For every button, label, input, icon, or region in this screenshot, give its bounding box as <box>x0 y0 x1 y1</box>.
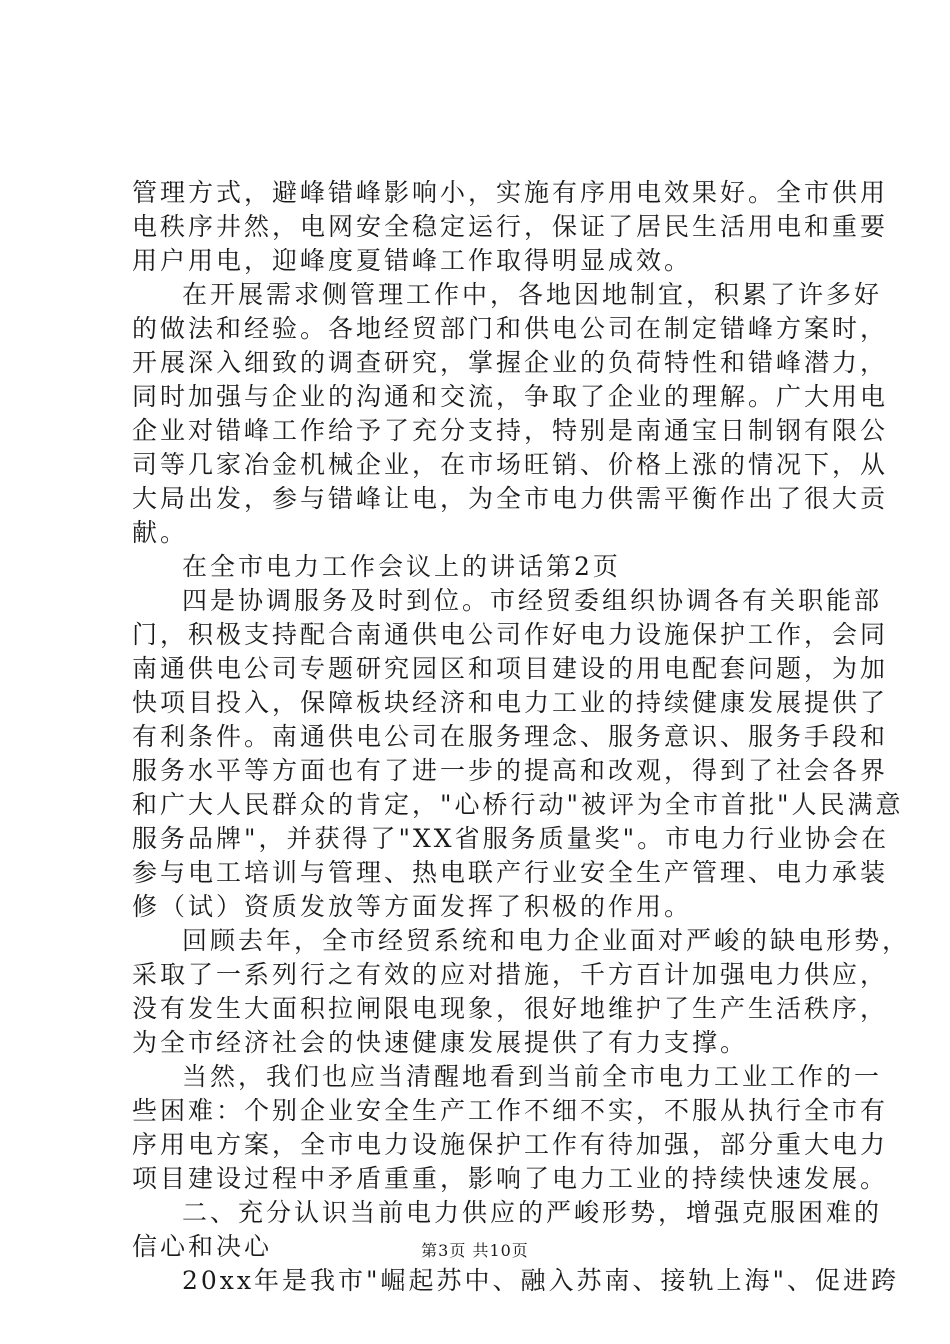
text-line: 司等几家冶金机械企业，在市场旺销、价格上涨的情况下，从 <box>132 450 889 479</box>
paragraph-first-line: 在开展需求侧管理工作中，各地因地制宜，积累了许多好 <box>182 280 883 309</box>
paragraph-first-line: 20xx年是我市"崛起苏中、融入苏南、接轨上海"、促进跨 <box>182 1266 900 1295</box>
text-line: 参与电工培训与管理、热电联产行业安全生产管理、电力承装 <box>132 858 889 887</box>
text-line: 为全市经济社会的快速健康发展提供了有力支撑。 <box>132 1028 749 1057</box>
paragraph-first-line: 四是协调服务及时到位。市经贸委组织协调各有关职能部 <box>182 586 883 615</box>
text-line: 管理方式，避峰错峰影响小，实施有序用电效果好。全市供用 <box>132 178 889 207</box>
text-line: 有利条件。南通供电公司在服务理念、服务意识、服务手段和 <box>132 722 889 751</box>
text-line: 服务品牌"，并获得了"XX省服务质量奖"。市电力行业协会在 <box>132 824 890 853</box>
text-line: 用户用电，迎峰度夏错峰工作取得明显成效。 <box>132 246 693 275</box>
section-page-marker: 在全市电力工作会议上的讲话第2页 <box>182 552 621 581</box>
text-line: 电秩序井然，电网安全稳定运行，保证了居民生活用电和重要 <box>132 212 889 241</box>
text-line: 序用电方案，全市电力设施保护工作有待加强，部分重大电力 <box>132 1130 889 1159</box>
paragraph-first-line: 回顾去年，全市经贸系统和电力企业面对严峻的缺电形势， <box>182 926 911 955</box>
text-line: 服务水平等方面也有了进一步的提高和改观，得到了社会各界 <box>132 756 889 785</box>
text-line: 些困难：个别企业安全生产工作不细不实，不服从执行全市有 <box>132 1096 889 1125</box>
text-line: 修（试）资质发放等方面发挥了积极的作用。 <box>132 892 693 921</box>
text-line: 没有发生大面积拉闸限电现象，很好地维护了生产生活秩序， <box>132 994 889 1023</box>
text-line: 大局出发，参与错峰让电，为全市电力供需平衡作出了很大贡 <box>132 484 889 513</box>
text-line: 项目建设过程中矛盾重重，影响了电力工业的持续快速发展。 <box>132 1164 889 1193</box>
section-heading: 二、充分认识当前电力供应的严峻形势，增强克服困难的 <box>182 1198 883 1227</box>
paragraph-first-line: 当然，我们也应当清醒地看到当前全市电力工业工作的一 <box>182 1062 883 1091</box>
text-line: 开展深入细致的调查研究，掌握企业的负荷特性和错峰潜力， <box>132 348 889 377</box>
text-line: 和广大人民群众的肯定，"心桥行动"被评为全市首批"人民满意 <box>132 790 904 819</box>
text-line: 企业对错峰工作给予了充分支持，特别是南通宝日制钢有限公 <box>132 416 889 445</box>
text-line: 门，积极支持配合南通供电公司作好电力设施保护工作，会同 <box>132 620 889 649</box>
text-line: 的做法和经验。各地经贸部门和供电公司在制定错峰方案时， <box>132 314 889 343</box>
text-line: 南通供电公司专题研究园区和项目建设的用电配套问题，为加 <box>132 654 889 683</box>
section-heading-continuation: 信心和决心 <box>132 1232 273 1261</box>
text-line: 同时加强与企业的沟通和交流，争取了企业的理解。广大用电 <box>132 382 889 411</box>
page-number-footer: 第3页 共10页 <box>421 1241 529 1260</box>
document-body <box>132 176 911 1298</box>
text-line: 采取了一系列行之有效的应对措施，千方百计加强电力供应， <box>132 960 889 989</box>
text-line: 快项目投入，保障板块经济和电力工业的持续健康发展提供了 <box>132 688 889 717</box>
text-line: 献。 <box>132 518 189 547</box>
